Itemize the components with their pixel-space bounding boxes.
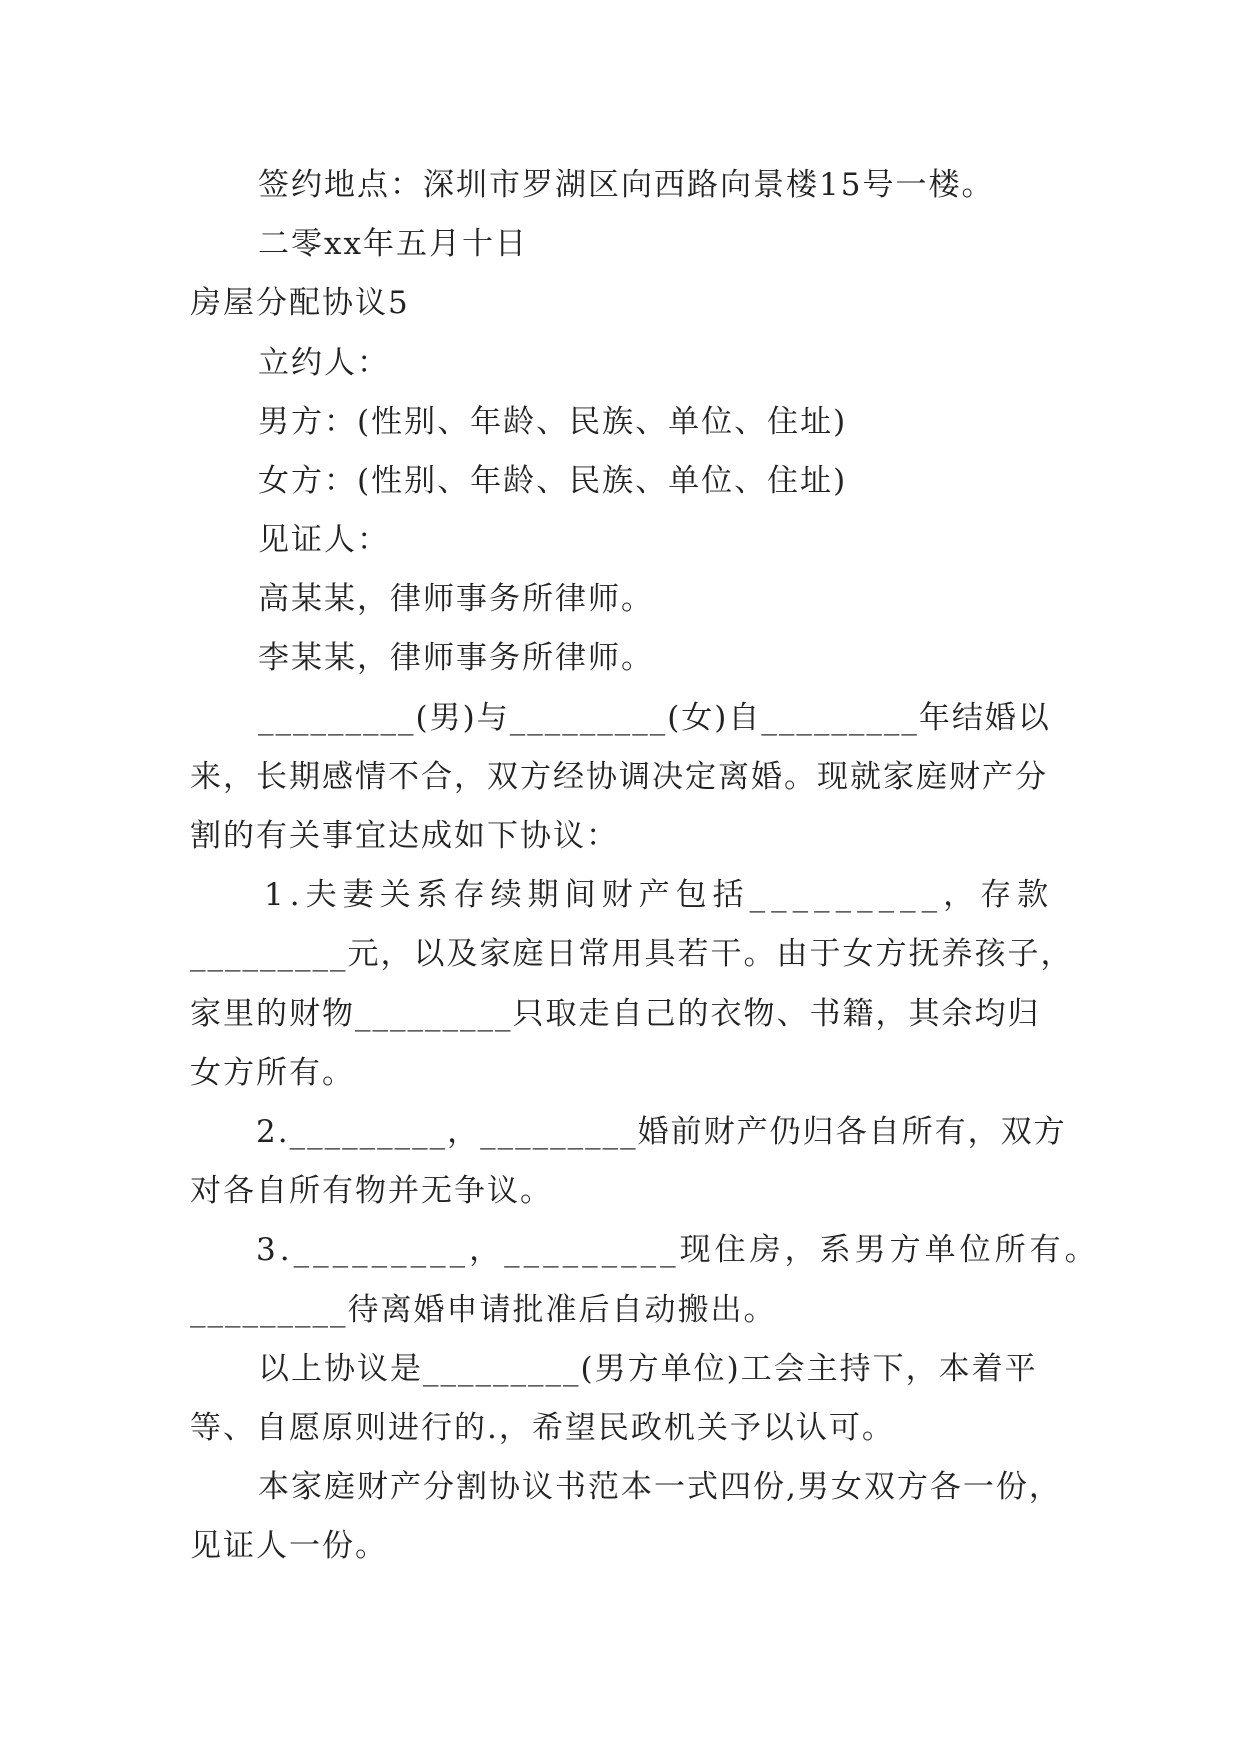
section-title: 房屋分配协议5 [190, 285, 410, 321]
intro-paragraph-line: 割的有关事宜达成如下协议： [190, 818, 619, 854]
intro-paragraph-line: _________(男)与_________(女)自_________年结婚以 [258, 700, 1051, 736]
clause-1-line: 1.夫妻关系存续期间财产包括_________，存款 [264, 877, 1055, 913]
witness-1-line: 高某某，律师事务所律师。 [258, 581, 654, 617]
copies-paragraph-line: 见证人一份。 [190, 1528, 388, 1564]
clause-1-line: _________元，以及家庭日常用具若干。由于女方抚养孩子， [190, 936, 1074, 972]
clause-3-line: 3._________，_________现住房，系男方单位所有。 [256, 1232, 1100, 1268]
copies-paragraph-line: 本家庭财产分割协议书范本一式四份,男女双方各一份， [258, 1469, 1062, 1505]
witness-heading: 见证人： [258, 522, 390, 558]
female-party-line: 女方：(性别、年龄、民族、单位、住址) [258, 463, 848, 499]
clause-1-line: 家里的财物_________只取走自己的衣物、书籍，其余均归 [190, 996, 1041, 1032]
witness-2-line: 李某某，律师事务所律师。 [258, 640, 654, 676]
male-party-line: 男方：(性别、年龄、民族、单位、住址) [258, 404, 848, 440]
clause-2-line: 对各自所有物并无争议。 [190, 1173, 553, 1209]
intro-paragraph-line: 来，长期感情不合，双方经协调决定离婚。现就家庭财产分 [190, 759, 1048, 795]
clause-2-line: 2._________，_________婚前财产仍归各自所有，双方 [256, 1114, 1067, 1150]
signing-location-line: 签约地点：深圳市罗湖区向西路向景楼15号一楼。 [258, 167, 995, 203]
parties-heading: 立约人： [258, 345, 390, 381]
clause-1-line: 女方所有。 [190, 1055, 355, 1091]
closing-paragraph-line: 等、自愿原则进行的.，希望民政机关予以认可。 [190, 1410, 895, 1446]
date-line: 二零xx年五月十日 [258, 226, 528, 262]
closing-paragraph-line: 以上协议是_________(男方单位)工会主持下，本着平 [258, 1351, 1038, 1387]
clause-3-line: _________待离婚申请批准后自动搬出。 [190, 1292, 777, 1328]
